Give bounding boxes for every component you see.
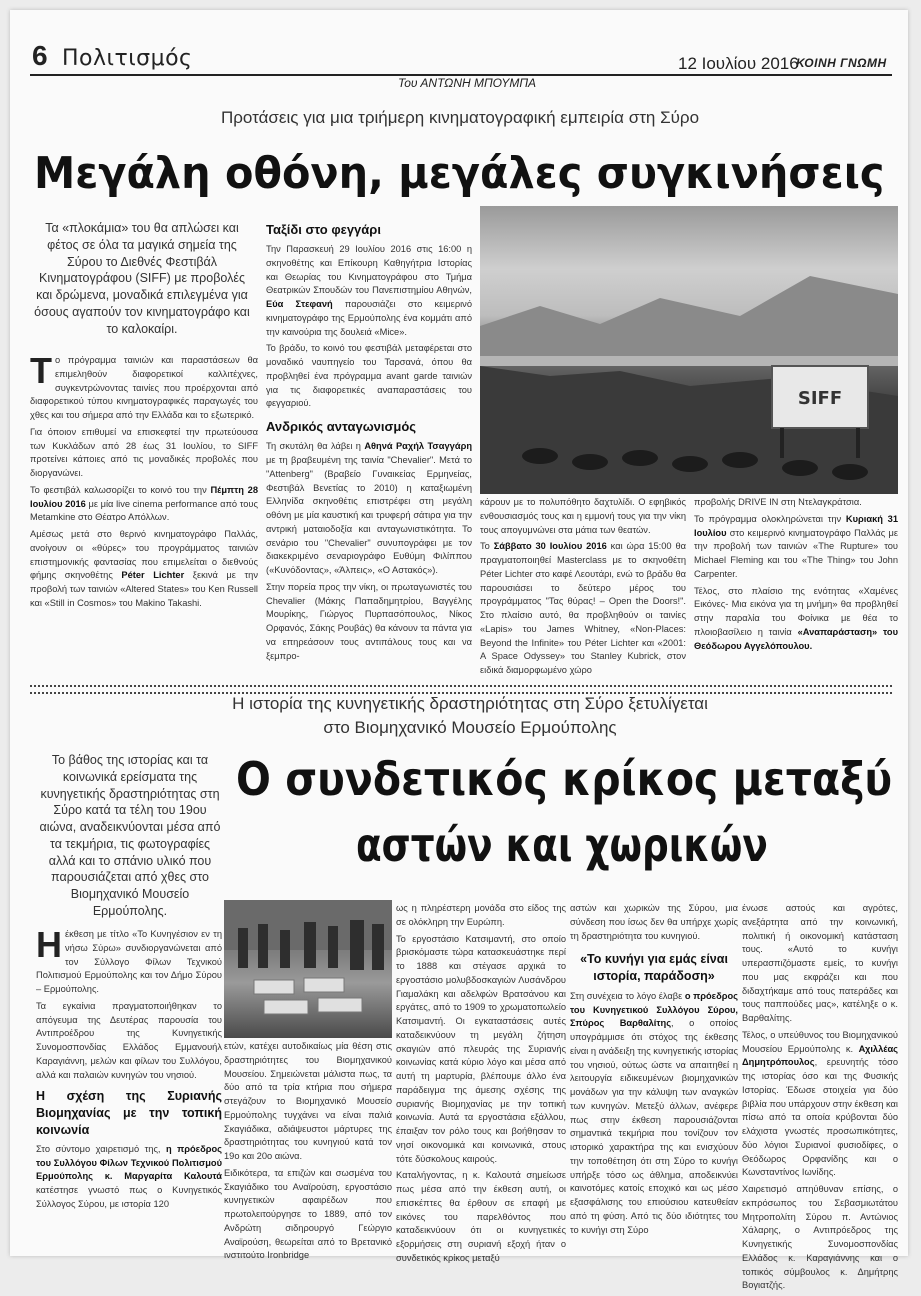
article1-column-4	[694, 496, 898, 656]
paragraph: προβολής DRIVE IN στη Ντελαγκράτσια.	[694, 497, 862, 507]
text: Αμέσως μετά στο θερινό κινηματογράφο Παλλάς, ανοίγουν οι «θύρες» του προγράμματος ταινιών επιστημονικής φαντασίας που επιμελείται ο διεθνούς φήμης σκηνοθέτης	[30, 529, 258, 581]
bold-text: Πέμπτη 28 Ιουλίου 2016	[30, 484, 258, 509]
bold-text: Εύα Στεφανή	[266, 299, 333, 310]
article2-column-2	[224, 1040, 392, 1266]
text: , ο οποίος υπογράμμισε ότι στόχος της έκθεσης είναι η ανάδειξη της κυνηγετικής ιστορίας του νησιού, ούτως ώστε να απαιτηθεί η λειτουργία ειδικευμένων βιομηχανικών μονάδων για την κάλυψη των αναγκών των κυνηγών. Μετεξύ άλλων, ανέφερε πως στην έκθεση παρουσιάζονται σημαντικά τεκμήρια που τονίζουν τον ιστορικό χαρακτήρα της και ενισχύουν την τοποθέτηση ότι στη Σύρο το κυνήγι υπήρξε τόσο ως άθλημα, αποδεικνύει καινοτόμες κατοίς εποχικό και ως μέσο εξασφάλισης του επιούσιου κατευθείαν από τη φύση. Από τις δύο ιδιότητες του το κυνήγι στη Σύρο	[570, 1018, 738, 1235]
article1-column-3	[480, 496, 686, 681]
article1-column-1	[30, 350, 259, 614]
paragraph: έκθεση με τίτλο «Το Κυνηγέσιον εν τη νήσω Σύρω» συνδιοργανώνεται από τον Σύλλογο Φίλων Τεχνικού Πολιτισμού Ερμούπολης και τον Δήμο Σύρου – Ερμούπολης.	[36, 929, 222, 994]
text: Τη σκυτάλη θα λάβει η	[266, 441, 365, 452]
article2-column-4	[570, 902, 738, 1240]
screen-sign: SIFF	[797, 388, 843, 409]
article2-kicker-line1: Η ιστορία της κυνηγετικής δραστηριότητας στη Σύρο ξετυλίγεται	[232, 694, 708, 713]
article1-column-2	[266, 214, 472, 666]
issue-date: 12 Ιουλίου 2016	[678, 54, 799, 73]
drop-cap: Η	[36, 924, 62, 965]
drop-cap: Τ	[30, 350, 52, 391]
bold-text: Κυριακή 31 Ιουλίου	[694, 513, 898, 538]
text: ξεκινά με την προβολή των ταινιών «Altered States» του Ken Russell και «Still in Cosmos» του Makino Takashi.	[30, 570, 259, 608]
exhibition-opening-photo	[224, 900, 392, 1038]
article2-column-1	[36, 924, 222, 1215]
article1-kicker: Προτάσεις για μια τριήμερη κινηματογραφική εμπειρία στη Σύρο	[220, 108, 700, 127]
newspaper-page	[10, 10, 908, 1291]
paragraph: ετών, κατέχει αυτοδικαίως μία θέση στις δραστηριότητες του Βιομηχανικού Μουσείου. Σημειώνεται μάλιστα πως, τα δύο από τα τρία κτήρια που σήμερα στεγάζουν το Βιομηχανικό Μουσείο Ερμούπολης τυγχάνει να είναι παλιά Σκαγιάδικα, αδιάψευστοι μάρτυρες της δραστηριότητας του κυνηγιού κατά τον 19ο και 20ο αιώνα.	[224, 1041, 392, 1161]
paragraph: Τα εγκαίνια πραγματοποιήθηκαν το απόγευμα της Δευτέρας παρουσία του Αντιπροέδρου της Κυνηγετικής Συνομοσπονδίας Ελλάδος Εμμανουήλ Καραγιάννη, μελών και φίλων του Συλλόγου, αλλά και παλαιών κυνηγών του νησιού.	[36, 1000, 222, 1080]
article2-headline-line2: αστών και χωρικών	[356, 818, 768, 872]
bold-text: Αχιλλέας Δημητρόπουλος	[742, 1043, 898, 1068]
text: παρουσιάζει στο κειμερινό κινηματογράφο της Ερμούπολης ένα κομμάτι από την καινούρια της δουλειά «Mice».	[266, 299, 473, 337]
paragraph: Στην πορεία προς την νίκη, οι πρωταγωνιστές του Chevalier (Μάκης Παπαδημητρίου, Βαγγέλης Μουρίκης, Γιώργος Πυρπασόπουλος, Νίκος Ορφανός, Σάκης Ρουβάς) θα κάνουν τα πάντα για να επηρεάσουν τους αντιπάλους τους και να ξεμπρο-	[266, 581, 472, 661]
text: Το πρόγραμμα ολοκληρώνεται την	[694, 513, 846, 524]
subheading: Η σχέση της Συριανής Βιομηχανίας με την τοπική κοινωνία	[36, 1089, 222, 1137]
bold-text: η πρόεδρος του Συλλόγου Φίλων Τεχνικού Πολιτισμού Ερμούπολης κ. Μαργαρίτα Καλουτά	[36, 1143, 222, 1182]
text: Στο σύντομο χαιρετισμό της,	[36, 1143, 166, 1154]
bold-text: «Αναπαράσταση» του Θεόδωρου Αγγελόπουλου.	[694, 626, 898, 651]
subheading: Ανδρικός ανταγωνισμός	[266, 419, 417, 435]
text: Τέλος, ο υπεύθυνος του Βιομηχανικού Μουσείου Ερμούπολης κ.	[742, 1029, 898, 1054]
article2-column-3	[396, 902, 566, 1269]
text: Την Παρασκευή 29 Ιουλίου 2016 στις 16:00 η σκηνοθέτης και Επίκουρη Καθηγήτρια Ιστορίας και Θεωρίας του Κινηματογράφου στο Τμήμα Θεατρικών Σπουδών του Πανεπιστημίου Αθηνών,	[266, 244, 472, 296]
paragraph: Καταλήγοντας, η κ. Καλουτά σημείωσε πως μέσα από την έκθεση αυτή, οι επισκέπτες θα έρθουν σε επαφή με εικόνες του παρελθόντος που καταδεικνύουν ότι οι κυνηγετικές εξορμήσεις στη συριανή εξοχή ήταν ο συνδετικός κρίκος μεταξύ	[396, 1170, 566, 1263]
paragraph: ένωσε αστούς και αγρότες, ανεξάρτητα από την κοινωνική, πολιτική ή οικονομική κατάσταση τους. «Αυτό το κυνήγι υπερασπιζόμαστε εμείς, το κυνήγι που μας εκφράζει και που διδαχτήκαμε από τους πατεράδες και τους παππούδες μας», κατέληξε ο κ. Βαρθαλίτης.	[742, 903, 898, 1023]
byline: Του ΑΝΤΩΝΗ ΜΠΟΥΜΠΑ	[398, 76, 537, 90]
article1-lead: Τα «πλοκάμια» του θα απλώσει και φέτος σε όλα τα μαγικά σημεία της Σύρου το Διεθνές Φεστιβάλ Κινηματογράφου (SIFF) με προβολές και δρώμενα, μοναδικά επιλεγμένα για όσους αγαπούν τον κινηματογράφο και το καλοκαίρι.	[34, 221, 250, 336]
paragraph: ως η πληρέστερη μονάδα στο είδος της σε ολόκληρη την Ευρώπη.	[396, 903, 566, 927]
newspaper-name: ΚΟΙΝΗ ΓΝΩΜΗ	[796, 56, 887, 70]
paragraph: κάρουν με το πολυπόθητο δαχτυλίδι. Ο εφηβικός ενθουσιασμός τους και η εμμονή τους για την νίκη τους απογυμνώνει στα μάτια των θεατών.	[480, 497, 686, 535]
article2-column-5	[742, 902, 898, 1296]
subheading-quote: «Το κυνήγι για εμάς είναι ιστορία, παράδοση»	[580, 952, 728, 983]
text: και ώρα 15:00 θα πραγματοποιηθεί Masterclass με το σκηνοθέτη Péter Lichter στο καφέ Λεουτάρι, ενώ το βράδυ θα παρουσιάσει το δεύτερο μέρος του προγράμματος "Τας θύρας! – Open the Doors!". Στο πλαίσιο αυτό, θα προβληθούν οι ταινίες «Lapis» του James Whitney, «Non-Places: Beyond the Infinite» του Péter Lichter και «2001: A Space Odyssey» του Stanley Kubrick, στον ειδικά διαμορφωμένο χώρο	[480, 541, 686, 675]
text: Το	[480, 541, 494, 552]
text: με τη βραβευμένη της ταινία "Chevalier". Μετά το "Attenberg" (Βραβείο Γυναικείας Ερμηνείας, Φεστιβάλ Βενετίας το 2010) η καταξιωμένη Ελληνίδα σκηνοθέτις επιστρέφει στη μεγάλη οθόνη με μία καυστική και τρυφερή σάτιρα για την αντρική ματαιοδοξία και ανταγωνιστικότητα. Το σενάριο του "Chevalier" συνυπογράφει με τον διακεκριμένο σεναριογράφο Ευθύμη Φιλίππου («Κυνόδοντας», «Άλπεις», «Ο Αστακός»).	[266, 455, 472, 576]
drive-in-cinema-photo	[480, 206, 898, 494]
article1-headline: Μεγάλη οθόνη, μεγάλες συγκινήσεις	[34, 148, 885, 199]
paragraph: Το εργοστάσιο Κατσιμαντή, στο οποίο βρισκόμαστε τώρα κατασκευάστηκε περί το 1888 και στέγασε αρχικά το εργοστάσιο μολυβδοσκαγιών Λυσάνδρου Γιαμαλάκη και αδελφών Βρατσάνου και εργάτες, από το 1909 το χρωματοπωλείο Κατσιμαντή. Οι εγκαταστάσεις αυτές καταδεικνύουν τη μεγάλη ζήτηση σκαγιών από πλευράς της Συριανής κοινωνίας κατά κύριο λόγο και μέσα από αυτή τη μαρτυρία, βλέπουμε άλλο ένα παράδειγμα της άμεσης σχέσης της συριανής Βιομηχανίας με την τοπική κοινωνία. Αυτά τα εργοστάσια εξάλλου, έπαιξαν τον ρόλο τους και βοήθησαν το νησί οικονομικά και κοινωνικά, στους τότε δύσκολους καιρούς.	[396, 933, 566, 1164]
paragraph: Για όποιον επιθυμεί να επισκεφτεί την πρωτεύουσα των Κυκλάδων από 28 έως 31 Ιουλίου, το SIFF προτείνει κάποιες από τις μοναδικές προβολές που διοργανώνει.	[30, 426, 258, 478]
article2-kicker-line2: στο Βιομηχανικό Μουσείο Ερμούπολης	[323, 718, 617, 737]
article2-headline-line1: Ο συνδετικός κρίκος μεταξύ	[236, 752, 893, 806]
subheading: Ταξίδι στο φεγγάρι	[266, 222, 381, 237]
paragraph: Το βράδυ, το κοινό του φεστιβάλ μεταφέρεται στο μοναδικό ναυπηγείο του Ταρσανά, όπου θα προβληθεί ένα πρόγραμμα avant garde ταινιών για τις διαφορετικές αναπαραστάσεις του φεγγαριού.	[266, 343, 472, 409]
bold-text: Péter Lichter	[121, 570, 185, 581]
bold-text: Αθηνά Ραχήλ Τσαγγάρη	[364, 441, 472, 452]
page-number: 6	[32, 40, 48, 71]
paragraph: αστών και χωρικών της Σύρου, μια σύνδεση που ίσως δεν θα υπήρχε χωρίς τη δραστηριότητα του κυνηγιού.	[570, 903, 738, 941]
text: Το φεστιβάλ καλωσορίζει το κοινό του την	[30, 484, 211, 495]
section-divider	[30, 685, 892, 694]
photo-illustration	[480, 206, 898, 494]
photo-illustration	[224, 900, 392, 1038]
section-title: Πολιτισμός	[62, 46, 193, 71]
article2-lead: Το βάθος της ιστορίας και τα κοινωνικά ερείσματα της κυνηγετικής δραστηριότητας στη Σύρο κατά τα τέλη του 19ου αιώνα, αναδεικνύονται μέσα από τα τεκμήρια, τις φωτογραφίες αλλά και το σπάνιο υλικό που παρουσιάζεται από χθες στο Βιομηχανικό Μουσείο Ερμούπολης.	[39, 753, 221, 918]
text: , ερευνητής τόσο της ιστορίας όσο και της Φυσικής Ιστορίας. Έδωσε στοιχεία για δύο βιβλία που υπάρχουν στην έκθεση και πίσω από τα οποία κρύβονται δύο ελάχιστα γνωστές προσωπικότητες, δύο λόγιοι Συριανοί φυσιοδίφες, ο Θεόδωρος Ορφανίδης και ο Κωνσταντίνος Ιωνίδης.	[742, 1057, 898, 1178]
bold-text: ο πρόεδρος του Κυνηγετικού Συλλόγου Σύρου, Σπύρος Βαρθαλίτης	[570, 990, 739, 1029]
bold-text: Σάββατο 30 Ιουλίου 2016	[493, 541, 607, 552]
text: στο κειμερινό κινηματογράφο Παλλάς με την προβολή των ταινιών «The Rupture» του Michael Fleming και του «The Thing» του John Carpenter.	[694, 527, 898, 579]
text: κατέστησε γνωστό πως ο Κυνηγετικός Σύλλογος Σύρου, με ιστορία 120	[36, 1185, 222, 1209]
paragraph: Χαιρετισμό απηύθυναν επίσης, ο εκπρόσωπος του Σεβασμιωτάτου Μητροπολίτη Σύρου π. Αντώνιος Χάλαρης, ο Αντιπρόεδρος της Κυνηγετικής Συνομοσπονδίας Ελλάδος κ. Καραγιάννης και ο τοπικός σύμβουλος κ. Δημήτρης Βογιατζής.	[742, 1184, 898, 1291]
text: με μία live cinema performance από τους Metamkine στο Θέατρο Απόλλων.	[30, 498, 258, 523]
paragraph: Ειδικότερα, τα επιζών και σωσμένα του Σκαγιάδικο του Αναϊρούση, εργοστάσιο κυνηγετικών αφαιρέδων που πρωτολειτούργησε το 1889, από τον Ανδρώτη σιδηρουργό Γεώργιο Αναϊρούση, θεωρείται από το Βρετανικό ινστιτούτο Ironbridge	[224, 1167, 392, 1261]
paragraph: ο πρόγραμμα ταινιών και παραστάσεων θα επιμεληθούν διαφορετικοί καλλιτέχνες, συγκεντρώνοντας ταινίες που προέρχονται από διαφορετικού τύπου κινηματογραφικές παραγωγές του χθες και του σήμερα από την Ελλάδα και το εξωτερικό.	[30, 355, 258, 420]
text: Τέλος, στο πλαίσιο της ενότητας «Χαμένες Εικόνες- Μια εικόνα για τη μνήμη» θα προβληθεί στην παραλία του Φοίνικα με θέα το πλοιοβασίλειο η ταινία	[694, 585, 898, 637]
text: Στη συνέχεια το λόγο έλαβε	[570, 990, 685, 1001]
